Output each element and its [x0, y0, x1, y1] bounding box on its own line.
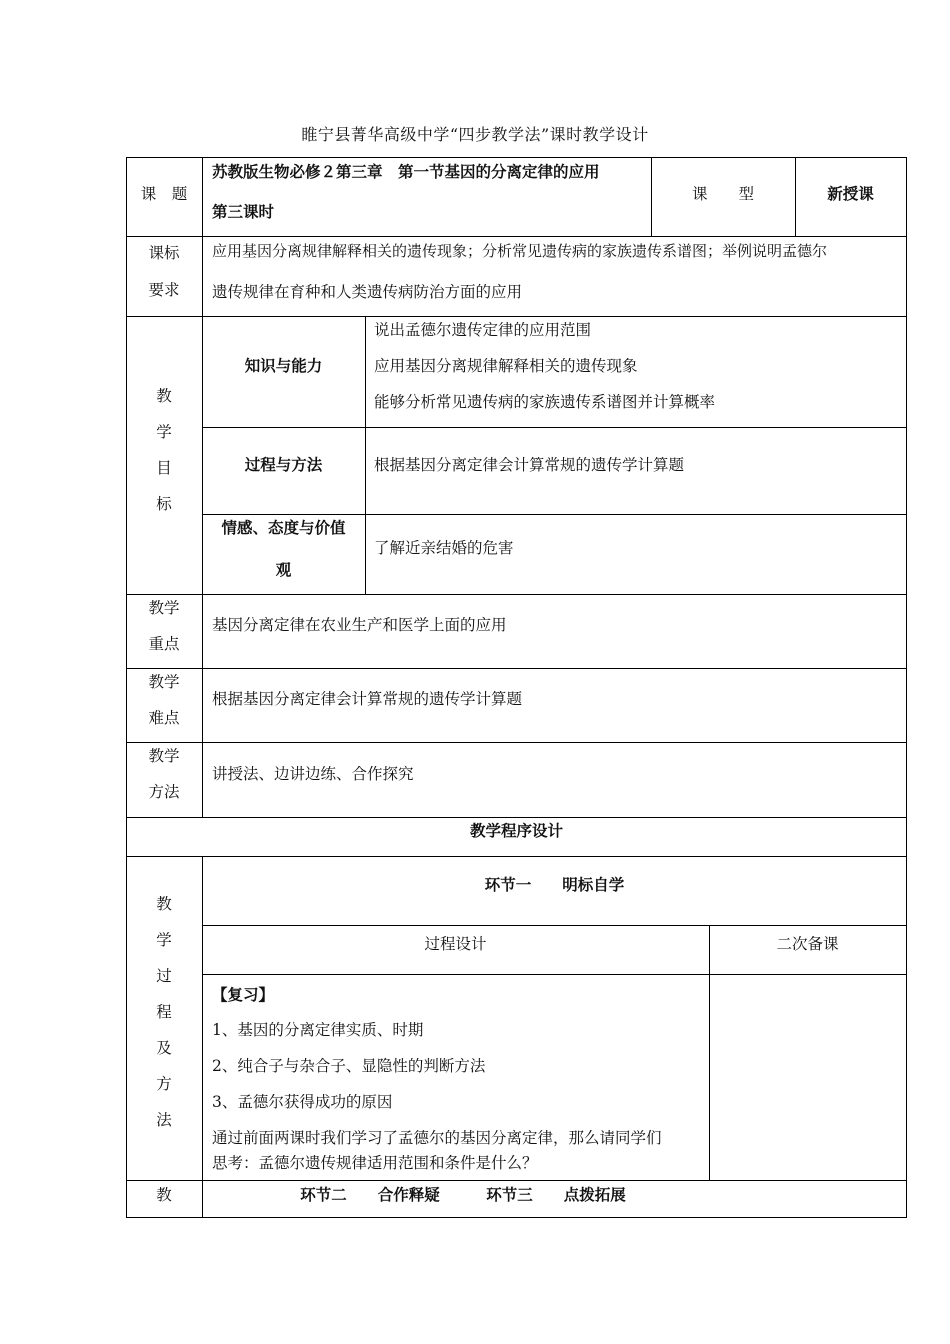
standard-text-1: 应用基因分离规律解释相关的遗传现象；分析常见遗传病的家族遗传系谱图；举例说明孟德尔	[212, 242, 828, 260]
standard-text-2: 遗传规律在育种和人类遗传病防治方面的应用	[212, 283, 523, 301]
topic-label: 课 题	[140, 185, 188, 203]
difficulty-label-2: 难点	[148, 709, 180, 727]
process-label-char: 程	[156, 1003, 172, 1021]
stage-1-title: 环节一 明标自学	[484, 876, 625, 894]
key-point-text: 基因分离定律在农业生产和医学上面的应用	[212, 616, 507, 634]
goals-label-char: 学	[156, 423, 172, 441]
knowledge-item: 应用基因分离规律解释相关的遗传现象	[374, 357, 638, 375]
knowledge-label: 知识与能力	[244, 357, 323, 375]
key-point-label-2: 重点	[148, 635, 180, 653]
key-point-label-1: 教学	[148, 599, 180, 617]
design-column-header: 过程设计	[424, 935, 487, 953]
process-label-char: 教	[156, 895, 172, 913]
question-text-1: 通过前面两课时我们学习了孟德尔的基因分离定律，那么请同学们	[212, 1129, 662, 1147]
process-method-label: 过程与方法	[244, 456, 323, 474]
method-label-2: 方法	[148, 783, 180, 801]
review-title: 【复习】	[212, 986, 275, 1004]
backup-column-header: 二次备课	[776, 935, 839, 953]
process-method-text: 根据基因分离定律会计算常规的遗传学计算题	[374, 456, 685, 474]
review-item: 2、纯合子与杂合子、显隐性的判断方法	[212, 1057, 486, 1075]
last-row-label: 教	[156, 1186, 172, 1204]
question-text-2: 思考：孟德尔遗传规律适用范围和条件是什么？	[212, 1154, 538, 1172]
process-label-char: 法	[156, 1111, 172, 1129]
process-label-char: 及	[156, 1039, 172, 1057]
document-title: 睢宁县菁华高级中学“四步教学法”课时教学设计	[301, 125, 649, 144]
knowledge-item: 能够分析常见遗传病的家族遗传系谱图并计算概率	[374, 393, 716, 411]
emotion-label-2: 观	[275, 561, 292, 579]
standard-label-1: 课标	[148, 244, 180, 262]
goals-label-char: 目	[156, 459, 172, 477]
knowledge-item: 说出孟德尔遗传定律的应用范围	[374, 321, 592, 339]
review-item: 1、基因的分离定律实质、时期	[212, 1021, 424, 1039]
goals-label-char: 标	[156, 495, 172, 513]
review-item: 3、孟德尔获得成功的原因	[212, 1093, 393, 1111]
emotion-text: 了解近亲结婚的危害	[374, 539, 514, 557]
stage-2-3-title: 环节二 合作释疑 环节三 点拨拓展	[300, 1186, 626, 1204]
process-label-char: 学	[156, 931, 172, 949]
process-label-char: 过	[156, 967, 172, 985]
program-title: 教学程序设计	[469, 822, 563, 840]
topic-line-1: 苏教版生物必修２第三章 第一节基因的分离定律的应用	[212, 163, 600, 181]
goals-label-char: 教	[156, 387, 172, 405]
emotion-label-1: 情感、态度与价值	[221, 519, 346, 537]
method-label-1: 教学	[148, 747, 180, 765]
standard-label-2: 要求	[148, 281, 180, 299]
difficulty-label-1: 教学	[148, 673, 180, 691]
difficulty-text: 根据基因分离定律会计算常规的遗传学计算题	[212, 690, 523, 708]
method-text: 讲授法、边讲边练、合作探究	[212, 765, 414, 783]
type-label: 课 型	[691, 185, 754, 203]
topic-line-2: 第三课时	[212, 203, 275, 221]
type-value: 新授课	[827, 185, 874, 203]
process-label-char: 方	[156, 1075, 172, 1093]
